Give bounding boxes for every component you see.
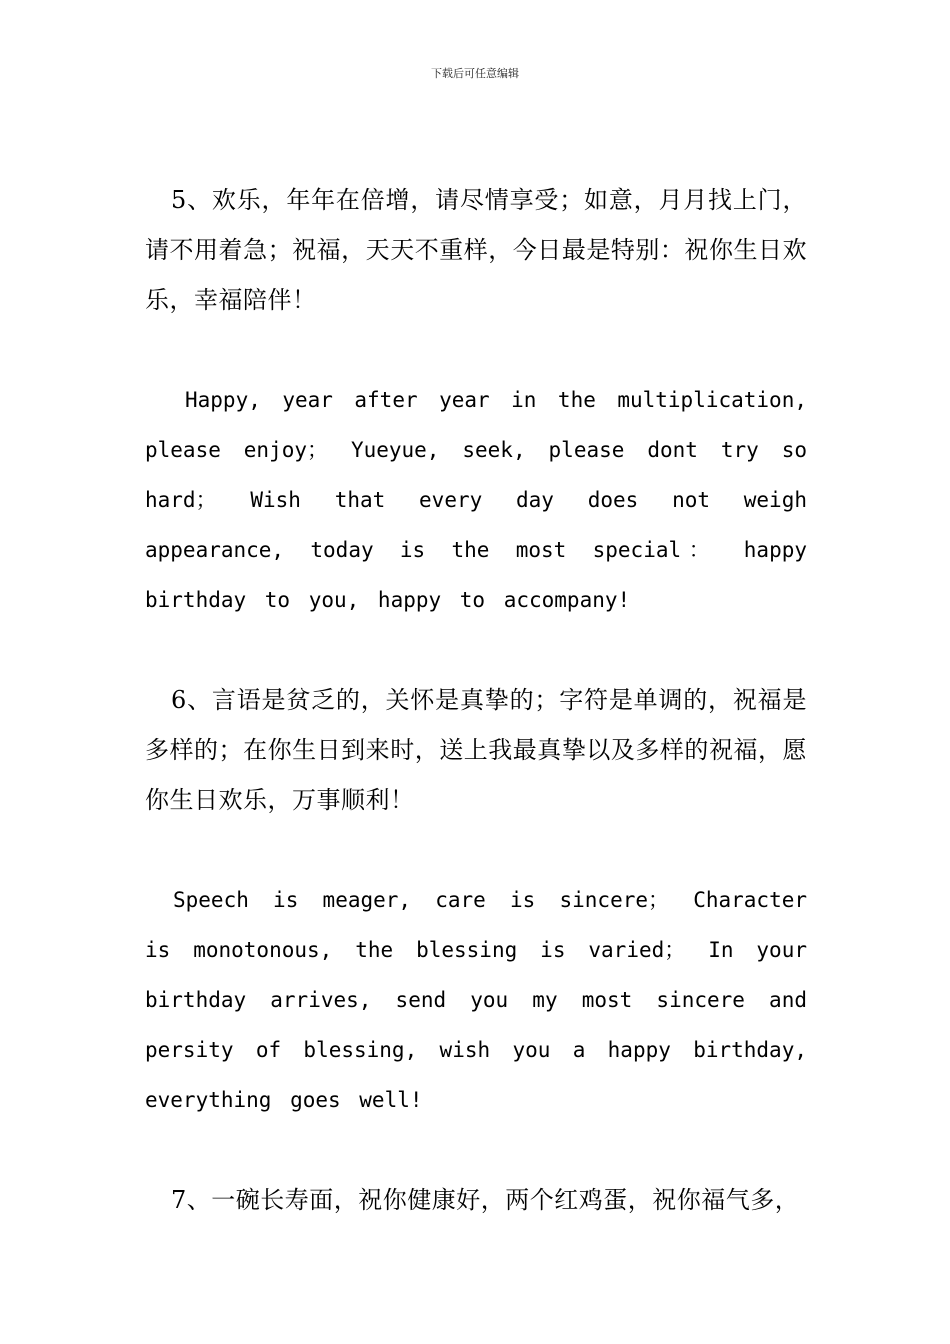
paragraph-gap (145, 625, 807, 675)
page-header: 下载后可任意编辑 (431, 67, 519, 80)
paragraph-6-chinese: 6、言语是贫乏的，关怀是真挚的；字符是单调的，祝福是多样的；在你生日到来时，送上我最真挚以及多样的祝福，愿你生日欢乐，万事顺利！ (145, 686, 807, 814)
document-body (145, 175, 807, 1225)
paragraph-gap (145, 1125, 807, 1175)
paragraph-gap (145, 825, 807, 875)
paragraph-5-english: Happy, year after year in the multiplication, please enjoy； Yueyue, seek, please dont try so hard； Wish that every day does not weigh appearance, today is the most special： happy birthday to you, happy to accompany! (145, 388, 807, 612)
paragraph-7-chinese: 7、一碗长寿面，祝你健康好，两个红鸡蛋，祝你福气多， (171, 1186, 800, 1214)
paragraph-gap (145, 325, 807, 375)
paragraph-5-chinese: 5、欢乐，年年在倍增，请尽情享受；如意，月月找上门，请不用着急；祝福，天天不重样，今日最是特别：祝你生日欢乐，幸福陪伴！ (145, 186, 807, 314)
paragraph-6-english: Speech is meager, care is sincere； Character is monotonous, the blessing is varied； In your birthday arrives, send you my most sincere and persity of blessing, wish you a happy birthday, everything goes well! (145, 888, 807, 1112)
